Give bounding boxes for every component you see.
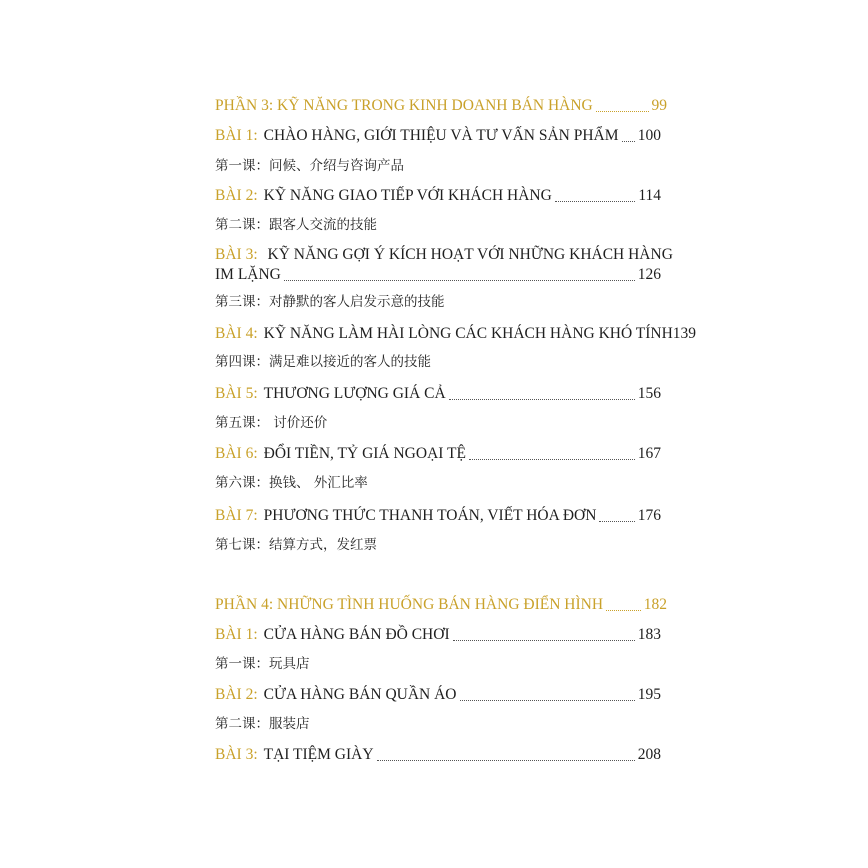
lesson-chinese-title: 第四课：满足难以接近的客人的技能 xyxy=(215,354,431,370)
lesson-page: 100 xyxy=(637,127,661,144)
part3-heading xyxy=(215,96,667,116)
lesson-label: BÀI 6: xyxy=(215,445,258,462)
lesson-title: PHƯƠNG THỨC THANH TOÁN, VIẾT HÓA ĐƠN xyxy=(263,507,597,524)
leader-dots xyxy=(284,279,635,281)
lesson-label: BÀI 2: xyxy=(215,187,258,204)
lesson-title-line1: KỸ NĂNG GỢI Ý KÍCH HOẠT VỚI NHỮNG KHÁCH HÀNG xyxy=(267,246,673,263)
lesson-page: 176 xyxy=(637,507,661,524)
leader-dots xyxy=(555,200,636,202)
leader-dots xyxy=(596,110,649,112)
lesson-label: BÀI 3: xyxy=(215,246,258,263)
part3-title: PHẦN 3: KỸ NĂNG TRONG KINH DOANH BÁN HÀNG xyxy=(215,97,593,114)
part4-page: 182 xyxy=(643,596,667,613)
lesson-label: BÀI 3: xyxy=(215,746,258,763)
toc-entry-p3-l1 xyxy=(215,126,661,146)
leader-dots xyxy=(599,520,634,522)
lesson-title: CỬA HÀNG BÁN QUẦN ÁO xyxy=(263,686,457,703)
lesson-label: BÀI 7: xyxy=(215,507,258,524)
leader-dots xyxy=(449,398,635,400)
lesson-chinese-title: 第二课：跟客人交流的技能 xyxy=(215,217,377,233)
leader-dots xyxy=(460,699,635,701)
toc-entry-p3-l5 xyxy=(215,384,661,404)
toc-entry-p3-l4 xyxy=(215,324,697,344)
lesson-chinese-title: 第一课：玩具店 xyxy=(215,656,310,672)
toc-entry-p4-l3 xyxy=(215,745,661,765)
lesson-page: 208 xyxy=(637,746,661,763)
lesson-chinese-title: 第七课：结算方式，发红票 xyxy=(215,537,377,553)
part4-heading xyxy=(215,595,667,615)
lesson-label: BÀI 1: xyxy=(215,626,258,643)
leader-dots xyxy=(469,458,635,460)
lesson-chinese-title: 第一课：问候、介绍与咨询产品 xyxy=(215,158,404,174)
lesson-chinese-title: 第五课： 讨价还价 xyxy=(215,415,328,431)
lesson-title: ĐỔI TIỀN, TỶ GIÁ NGOẠI TỆ xyxy=(263,445,466,462)
lesson-chinese-title: 第六课：换钱、 外汇比率 xyxy=(215,475,368,491)
lesson-page: 156 xyxy=(637,385,661,402)
lesson-page: 114 xyxy=(638,187,661,204)
lesson-title: CỬA HÀNG BÁN ĐỒ CHƠI xyxy=(263,626,450,643)
lesson-chinese-title: 第二课：服装店 xyxy=(215,716,310,732)
toc-entry-p3-l3 xyxy=(215,245,673,285)
toc-entry-p3-l7 xyxy=(215,506,661,526)
lesson-page: 139 xyxy=(672,325,697,342)
lesson-page: 183 xyxy=(637,626,661,643)
part4-title: PHẦN 4: NHỮNG TÌNH HUỐNG BÁN HÀNG ĐIỂN HÌNH xyxy=(215,596,604,613)
lesson-label: BÀI 2: xyxy=(215,686,258,703)
lesson-title: THƯƠNG LƯỢNG GIÁ CẢ xyxy=(263,385,446,402)
toc-entry-p3-l6 xyxy=(215,444,661,464)
leader-dots xyxy=(377,759,635,761)
lesson-page: 126 xyxy=(637,266,661,283)
lesson-title: TẠI TIỆM GIÀY xyxy=(263,746,374,763)
lesson-title: KỸ NĂNG GIAO TIẾP VỚI KHÁCH HÀNG xyxy=(263,187,552,204)
lesson-title: KỸ NĂNG LÀM HÀI LÒNG CÁC KHÁCH HÀNG KHÓ TÍNH xyxy=(263,325,673,342)
leader-dots xyxy=(622,140,635,142)
toc-entry-p3-l2 xyxy=(215,186,661,206)
part3-page: 99 xyxy=(651,97,667,114)
lesson-title-line2: IM LẶNG xyxy=(215,266,281,283)
lesson-label: BÀI 4: xyxy=(215,325,258,342)
toc-entry-p4-l1 xyxy=(215,625,661,645)
lesson-page: 195 xyxy=(637,686,661,703)
lesson-label: BÀI 1: xyxy=(215,127,258,144)
lesson-title: CHÀO HÀNG, GIỚI THIỆU VÀ TƯ VẤN SẢN PHẨM xyxy=(263,127,619,144)
lesson-label: BÀI 5: xyxy=(215,385,258,402)
lesson-chinese-title: 第三课：对静默的客人启发示意的技能 xyxy=(215,294,445,310)
toc-entry-p4-l2 xyxy=(215,685,661,705)
lesson-page: 167 xyxy=(637,445,661,462)
leader-dots xyxy=(453,639,635,641)
leader-dots xyxy=(606,609,641,611)
